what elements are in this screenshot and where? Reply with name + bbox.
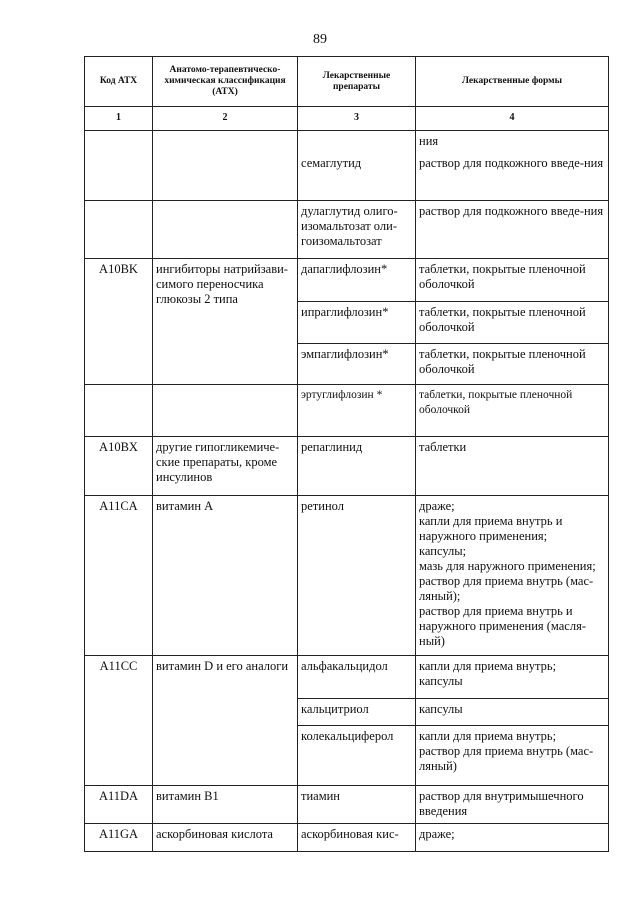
drug-name: альфакальцидол (298, 656, 416, 699)
dosage-forms (416, 131, 609, 201)
atx-class: витамин B1 (153, 786, 298, 824)
form-line: мазь для наружного применения; (419, 559, 596, 573)
form-line: капли для приема внутрь и наружного применения; (419, 514, 563, 543)
dosage-forms (416, 496, 609, 656)
atx-class: аскорбиновая кислота (153, 824, 298, 852)
drug-name: эртуглифлозин * (298, 385, 416, 437)
atx-class (153, 131, 298, 201)
dosage-forms: таблетки, покрытые пленочной оболочкой (416, 344, 609, 385)
table-row (85, 824, 609, 852)
atx-code (85, 131, 153, 201)
form-line: капсулы (419, 674, 463, 688)
drug-name (298, 131, 416, 201)
atx-class (153, 201, 298, 259)
drug-line: семаглутид (301, 156, 362, 170)
form-line: капсулы; (419, 544, 467, 558)
form-line: раствор для приема внутрь и наружного применения (масля-ный) (419, 604, 586, 648)
table-row (85, 656, 609, 699)
dosage-forms: раствор для внутримышечного введения (416, 786, 609, 824)
atx-code (85, 201, 153, 259)
atx-class: витамин D и его аналоги (153, 656, 298, 786)
form-line: раствор для подкожного введе-ния (419, 156, 604, 170)
form-line: капли для приема внутрь; (419, 659, 557, 673)
table-row (85, 385, 609, 437)
table-row (85, 131, 609, 201)
drug-name: дапаглифлозин* (298, 259, 416, 302)
header-code: Код АТХ (85, 57, 153, 107)
drug-name: колекальциферол (298, 726, 416, 786)
atx-table (84, 56, 609, 852)
column-number: 4 (416, 107, 609, 131)
header-forms: Лекарственные формы (416, 57, 609, 107)
table-row (85, 201, 609, 259)
dosage-forms: раствор для подкожного введе-ния (416, 201, 609, 259)
drug-name: кальцитриол (298, 699, 416, 726)
form-line: капли для приема внутрь; (419, 729, 557, 743)
dosage-forms: драже; (416, 824, 609, 852)
header-row (85, 57, 609, 107)
form-line: драже; (419, 499, 455, 513)
column-number: 3 (298, 107, 416, 131)
drug-line (301, 134, 412, 156)
dosage-forms: таблетки (416, 437, 609, 496)
atx-code: A11DA (85, 786, 153, 824)
dosage-forms (416, 726, 609, 786)
atx-code: A11GA (85, 824, 153, 852)
drug-name: ипраглифлозин* (298, 302, 416, 344)
drug-name: дулаглутид олиго-изомальтозат оли-гоизомальтозат (298, 201, 416, 259)
drug-name: аскорбиновая кис- (298, 824, 416, 852)
atx-code: A11CA (85, 496, 153, 656)
column-number: 1 (85, 107, 153, 131)
atx-class (153, 385, 298, 437)
atx-code: A11CC (85, 656, 153, 786)
atx-class: витамин A (153, 496, 298, 656)
form-line: раствор для приема внутрь (мас-ляный); (419, 574, 594, 603)
table-row (85, 786, 609, 824)
drug-name: эмпаглифлозин* (298, 344, 416, 385)
header-drugs: Лекарственные препараты (298, 57, 416, 107)
page-number: 89 (313, 32, 327, 47)
atx-code: A10BX (85, 437, 153, 496)
table-row (85, 496, 609, 656)
dosage-forms: таблетки, покрытые пленочной оболочкой (416, 302, 609, 344)
atx-code: A10BK (85, 259, 153, 385)
dosage-forms: капсулы (416, 699, 609, 726)
atx-class: другие гипогликемиче-ские препараты, кроме инсулинов (153, 437, 298, 496)
dosage-forms: таблетки, покрытые пленочной оболочкой (416, 385, 609, 437)
column-number: 2 (153, 107, 298, 131)
drug-name: тиамин (298, 786, 416, 824)
drug-name: репаглинид (298, 437, 416, 496)
column-number-row (85, 107, 609, 131)
dosage-forms (416, 656, 609, 699)
atx-code (85, 385, 153, 437)
dosage-forms: таблетки, покрытые пленочной оболочкой (416, 259, 609, 302)
atx-class: ингибиторы натрийзави-симого переносчика глюкозы 2 типа (153, 259, 298, 385)
table-row (85, 437, 609, 496)
table-row (85, 259, 609, 302)
header-classification: Анатомо-терапевтическо-химическая классификация (АТХ) (153, 57, 298, 107)
form-line: ния (419, 134, 439, 148)
drug-name: ретинол (298, 496, 416, 656)
form-line: раствор для приема внутрь (мас-ляный) (419, 744, 594, 773)
